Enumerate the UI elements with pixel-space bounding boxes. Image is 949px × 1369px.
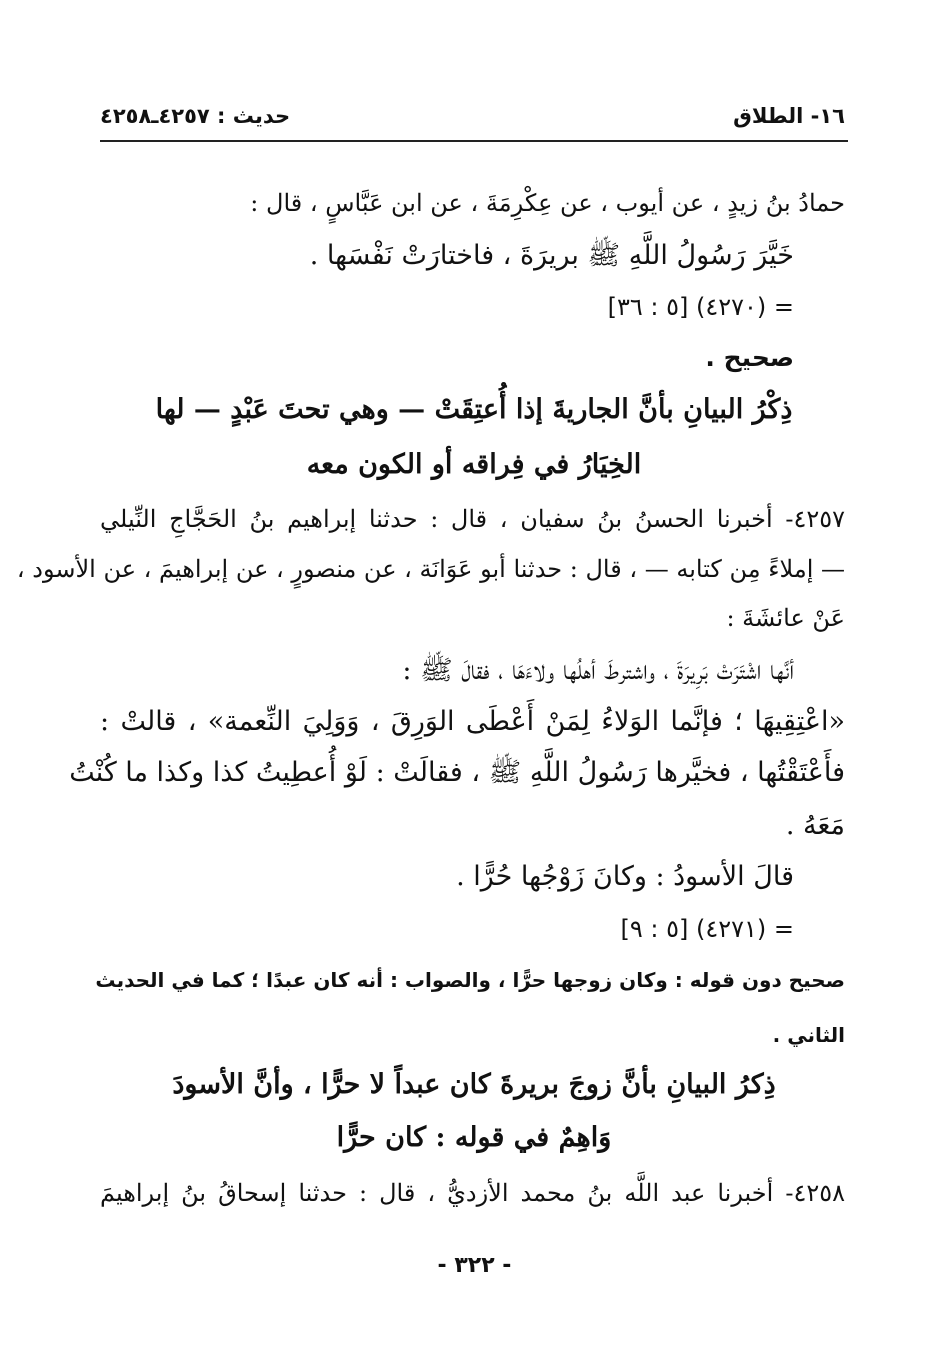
hadith-range-header: حديث : ٤٢٥٧ـ٤٢٥٨ (100, 104, 291, 128)
grade-line: صحيح . (705, 343, 794, 372)
grade-line: الثاني . (772, 1023, 845, 1047)
hadith-text-line: خَيَّرَ رَسُولُ اللَّهِ ﷺ بريرَةَ ، فاختارَتْ نَفْسَها . (309, 240, 794, 271)
section-heading: وَاهِمٌ في قوله : كان حرًّا (336, 1122, 612, 1153)
section-heading: الخِيَارُ في فِراقه أو الكون معه (306, 449, 642, 480)
page-number: - ٣٢٢ - (437, 1253, 512, 1278)
text-line: حمادُ بنُ زيدٍ ، عن أيوب ، عن عِكْرِمَةَ ، عن ابن عَبَّاسٍ ، قال : (250, 189, 845, 217)
header-rule (100, 140, 848, 142)
hadith-text-line: قالَ الأسودُ : وكانَ زَوْجُها حُرًّا . (456, 861, 794, 892)
chapter-header: ١٦- الطلاق (733, 104, 845, 128)
hadith-isnad-line: عَنْ عائشَةَ : (726, 604, 845, 632)
hadith-isnad-line: ٤٢٥٧- أخبرنا الحسنُ بنُ سفيان ، قال : حدثنا إبراهيم بنُ الحَجَّاجِ النِّيلي (100, 505, 845, 533)
reference-line: = (٤٢٧١) [٥ : ٩] (620, 915, 794, 943)
section-heading: ذِكْرُ البيانِ بأنَّ الجاريةَ إذا أُعتِقَتْ — وهي تحتَ عَبْدٍ — لها (155, 394, 793, 425)
reference-line: = (٤٢٧٠) [٥ : ٣٦] (607, 293, 794, 321)
hadith-text-line: مَعَهُ . (785, 810, 845, 841)
hadith-isnad-line: ٤٢٥٨- أخبرنا عبد اللَّه بنُ محمد الأزديُّ ، قال : حدثنا إسحاقُ بنُ إبراهيمَ (100, 1179, 845, 1207)
section-heading: ذِكرُ البيانِ بأنَّ زوجَ بريرةَ كان عبداً لا حرًّا ، وأنَّ الأسودَ (172, 1069, 776, 1100)
grade-line: صحيح دون قوله : وكان زوجها حرًّا ، والصواب : أنه كان عبدًا ؛ كما في الحديث (95, 968, 845, 992)
hadith-text-line: «اعْتِقِيهَا ؛ فإنَّما الوَلاءُ لِمَنْ أَعْطَى الوَرِقَ ، وَوَلِيَ النِّعمة» ، قالتْ : (100, 706, 845, 737)
hadith-text-line: أنَّها اشْتَرَتْ بَرِيرَةَ ، واشترطَ أهلُها ولاءَهَا ، فقالَ ﷺ : (402, 655, 794, 686)
hadith-text-line: فأَعْتَقْتُها ، فخيَّرها رَسُولُ اللَّهِ ﷺ ، فقالَتْ : لَوْ أُعطِيتُ كذا وكذا ما كُنْتُ (69, 757, 845, 788)
hadith-isnad-line: — إملاءً مِن كتابه — ، قال : حدثنا أبو عَوَانَة ، عن منصورٍ ، عن إبراهيمَ ، عن الأسود ، (16, 555, 845, 583)
